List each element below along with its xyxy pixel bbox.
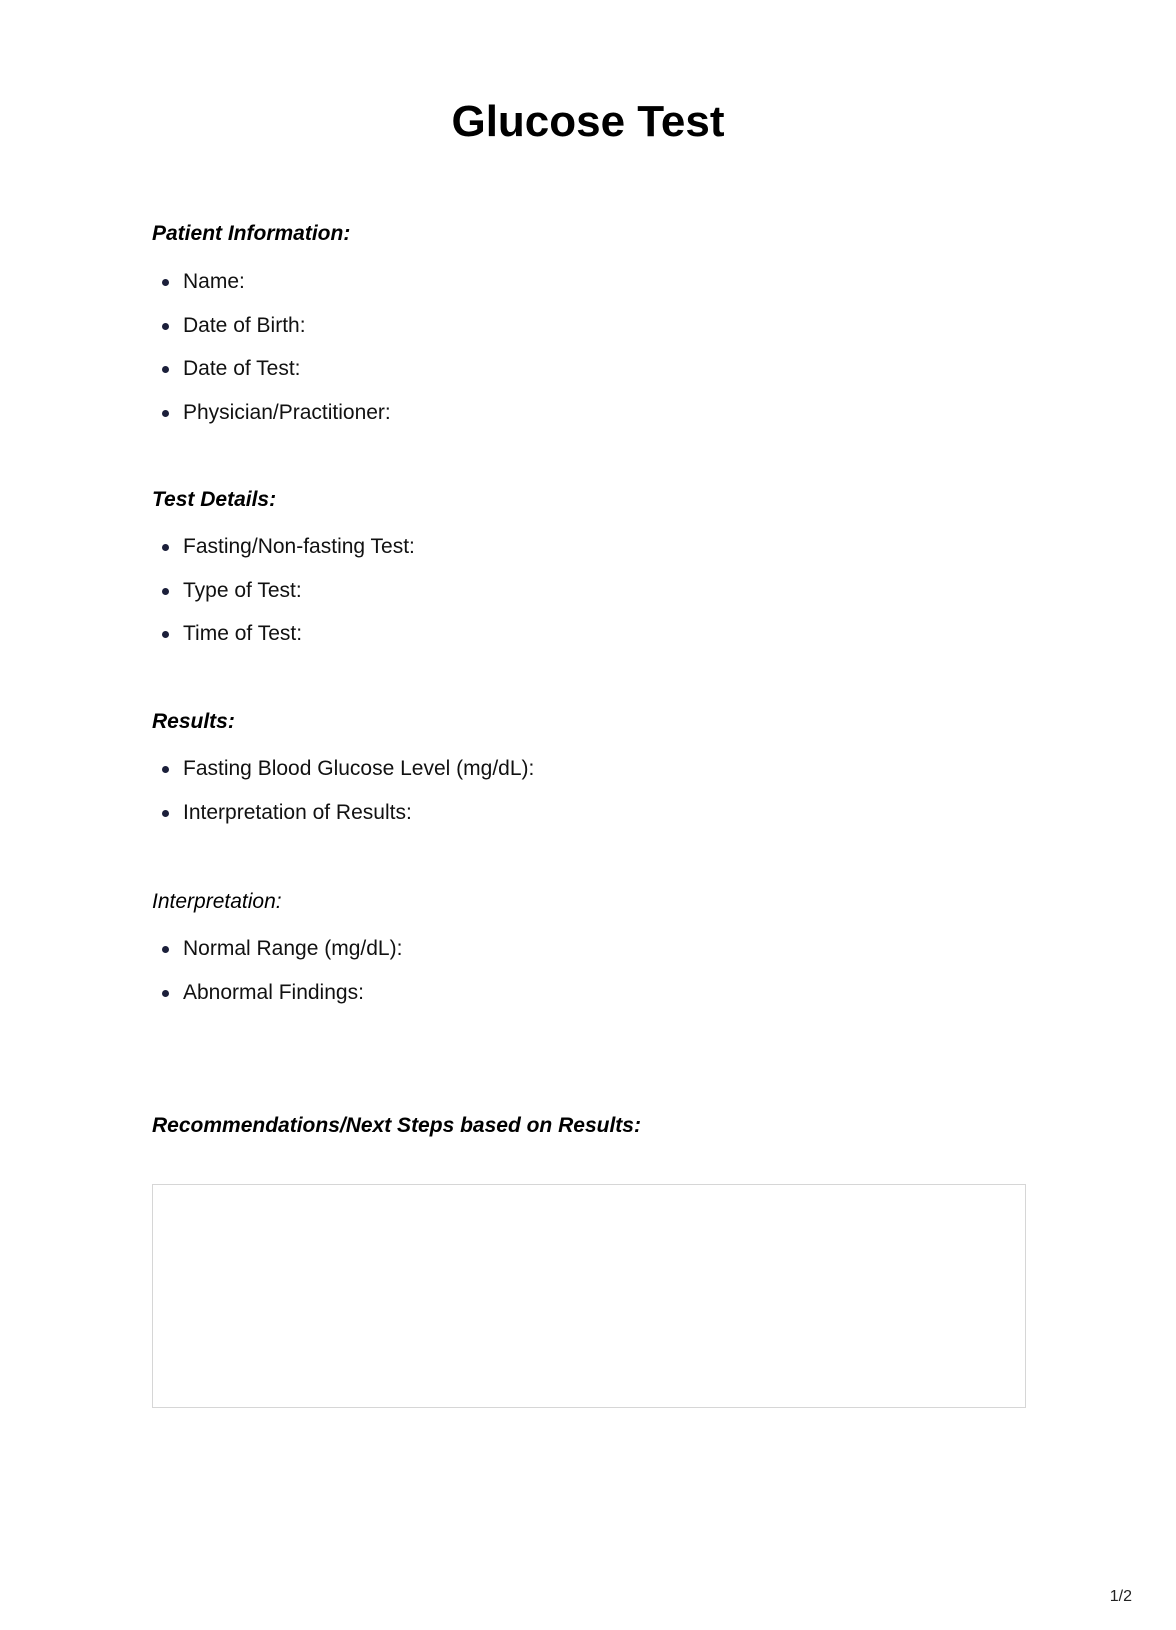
field-date-of-test — [152, 355, 391, 399]
patient-information-heading: Patient Information: — [152, 222, 351, 245]
test-details-list — [152, 533, 415, 664]
field-normal-range — [152, 935, 402, 979]
field-name — [152, 268, 391, 312]
bullet-icon — [162, 279, 169, 286]
field-label: Fasting/Non-fasting Test: — [183, 535, 415, 558]
field-label: Abnormal Findings: — [183, 980, 364, 1004]
results-heading: Results: — [152, 710, 235, 733]
field-label: Interpretation of Results: — [183, 800, 412, 824]
recommendations-heading: Recommendations/Next Steps based on Results: — [152, 1114, 641, 1137]
field-label: Fasting Blood Glucose Level (mg/dL): — [183, 757, 535, 780]
field-time-of-test — [152, 620, 415, 664]
field-date-of-birth — [152, 312, 391, 356]
bullet-icon — [162, 990, 169, 997]
field-label: Date of Birth: — [183, 313, 306, 337]
field-label: Date of Test: — [183, 357, 301, 380]
field-interpretation-of-results — [152, 799, 534, 843]
bullet-icon — [162, 366, 169, 373]
page-title: Glucose Test — [451, 97, 725, 146]
field-fasting-test — [152, 533, 415, 577]
field-abnormal-findings — [152, 979, 402, 1023]
field-label: Type of Test: — [183, 578, 302, 602]
patient-information-list — [152, 268, 391, 442]
bullet-icon — [162, 766, 169, 773]
field-label: Normal Range (mg/dL): — [183, 937, 403, 960]
interpretation-list — [152, 935, 402, 1022]
field-label: Time of Test: — [183, 622, 303, 645]
field-physician — [152, 399, 391, 443]
bullet-icon — [162, 410, 169, 417]
field-label: Physician/Practitioner: — [183, 400, 391, 424]
interpretation-heading: Interpretation: — [152, 890, 282, 913]
bullet-icon — [162, 810, 169, 817]
page-number: 1/2 — [1109, 1588, 1132, 1605]
bullet-icon — [162, 588, 169, 595]
results-list — [152, 755, 534, 842]
bullet-icon — [162, 631, 169, 638]
bullet-icon — [162, 946, 169, 953]
bullet-icon — [162, 323, 169, 330]
recommendations-notes-box[interactable] — [152, 1184, 1026, 1408]
field-type-of-test — [152, 577, 415, 621]
field-fasting-glucose-level — [152, 755, 534, 799]
test-details-heading: Test Details: — [152, 488, 277, 511]
bullet-icon — [162, 544, 169, 551]
field-label: Name: — [183, 270, 245, 293]
